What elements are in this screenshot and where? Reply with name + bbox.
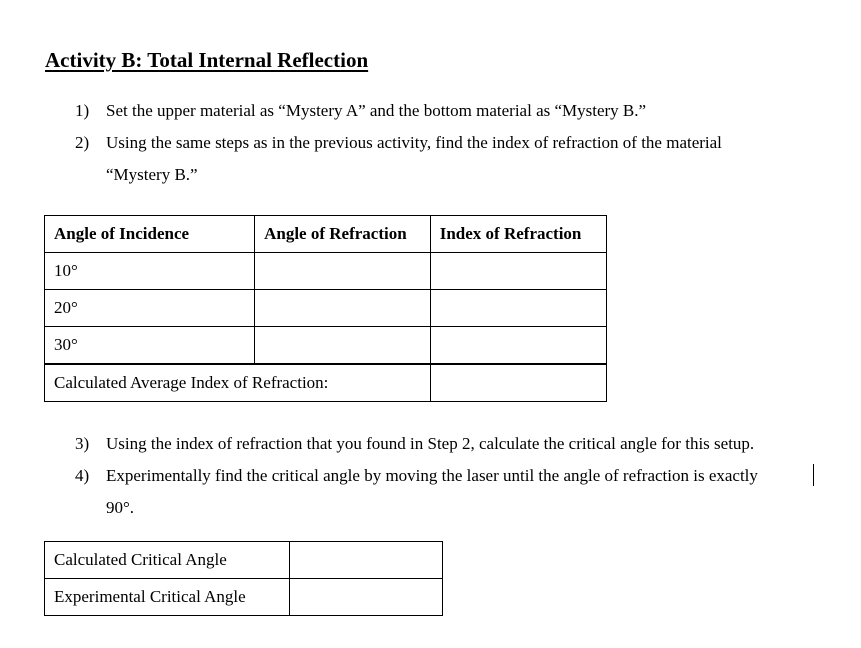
table-header-row xyxy=(45,216,607,253)
refraction-data-table xyxy=(44,215,607,402)
table-row xyxy=(45,542,443,579)
header-angle-of-refraction: Angle of Refraction xyxy=(255,216,431,253)
experimental-critical-angle-label: Experimental Critical Angle xyxy=(45,579,290,616)
experimental-critical-angle-input-cell[interactable] xyxy=(290,579,443,616)
step-3-text: Using the index of refraction that you found in Step 2, calculate the critical angle for this setup. xyxy=(106,434,755,453)
step-2-number: 2) xyxy=(75,133,90,152)
average-index-label: Calculated Average Index of Refraction: xyxy=(45,364,431,402)
step-1-text: Set the upper material as “Mystery A” and the bottom material as “Mystery B.” xyxy=(106,101,647,120)
step-4-number: 4) xyxy=(75,466,90,485)
average-index-row xyxy=(45,364,607,402)
refraction-input-cell[interactable] xyxy=(255,327,431,364)
index-input-cell[interactable] xyxy=(430,253,606,290)
step-3-number: 3) xyxy=(75,434,90,453)
refraction-input-cell[interactable] xyxy=(255,253,431,290)
incidence-cell: 20° xyxy=(45,290,255,327)
calculated-critical-angle-input-cell[interactable] xyxy=(290,542,443,579)
incidence-cell: 10° xyxy=(45,253,255,290)
step-1-number: 1) xyxy=(75,101,90,120)
text-cursor xyxy=(813,464,814,486)
refraction-input-cell[interactable] xyxy=(255,290,431,327)
step-4-text: Experimentally find the critical angle by moving the laser until the angle of refraction is exactly xyxy=(106,466,758,485)
step-2-text: Using the same steps as in the previous activity, find the index of refraction of the material xyxy=(106,133,722,152)
header-angle-of-incidence: Angle of Incidence xyxy=(45,216,255,253)
calculated-critical-angle-label: Calculated Critical Angle xyxy=(45,542,290,579)
index-input-cell[interactable] xyxy=(430,327,606,364)
average-index-input-cell[interactable] xyxy=(430,364,606,402)
incidence-cell: 30° xyxy=(45,327,255,364)
step-4-continuation: 90°. xyxy=(106,498,135,517)
table-row xyxy=(45,253,607,290)
critical-angle-table xyxy=(44,541,443,616)
header-index-of-refraction: Index of Refraction xyxy=(430,216,606,253)
table-row xyxy=(45,327,607,364)
table-row xyxy=(45,290,607,327)
index-input-cell[interactable] xyxy=(430,290,606,327)
step-2-continuation: “Mystery B.” xyxy=(106,165,198,184)
table-row xyxy=(45,579,443,616)
activity-title: Activity B: Total Internal Reflection xyxy=(45,48,369,72)
